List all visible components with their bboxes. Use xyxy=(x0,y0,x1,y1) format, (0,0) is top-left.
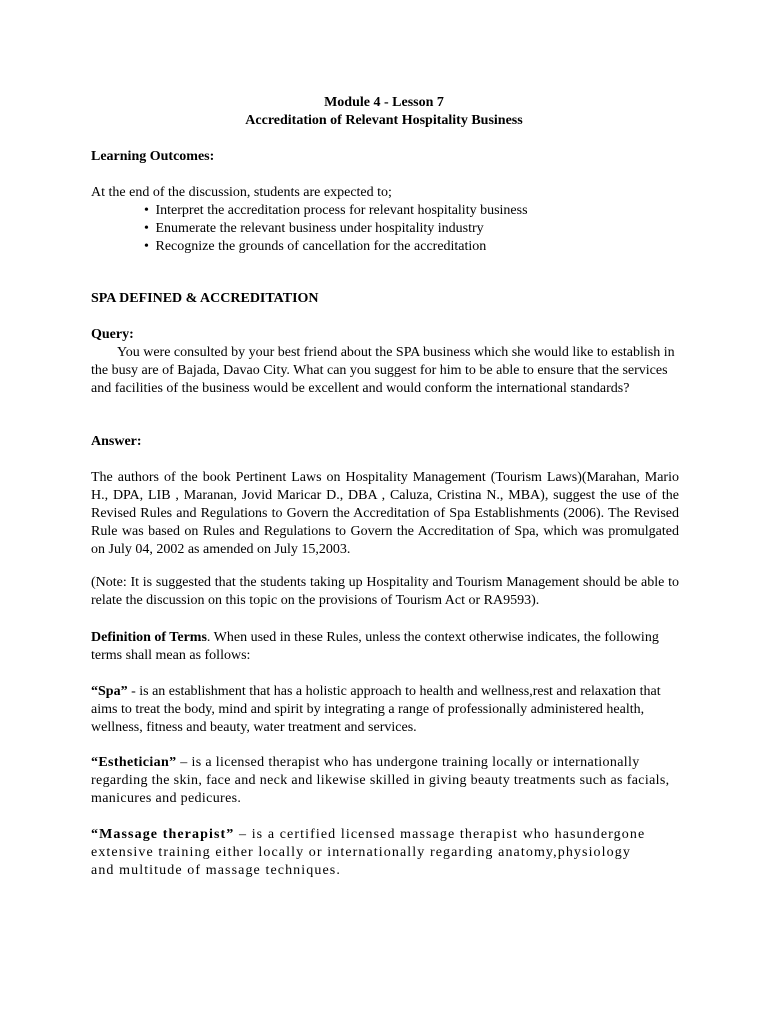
term-esthetician xyxy=(91,754,679,808)
list-item: • Recognize the grounds of cancellation for the accreditation xyxy=(144,239,487,254)
module-label: Module 4 - Lesson 7 xyxy=(324,95,444,110)
term-massage-therapist xyxy=(91,826,651,880)
answer-label: Answer: xyxy=(91,434,142,449)
term-definition: – is a licensed therapist who has undergone training locally or internationally regarding the skin, face and neck and likewise skilled in giving beauty treatments such as facials, manicures and pedicures. xyxy=(91,755,670,806)
query-label: Query: xyxy=(91,327,134,342)
term-name: “Spa” xyxy=(91,684,128,699)
list-item: • Interpret the accreditation process for relevant hospitality business xyxy=(144,203,528,218)
term-name: “Massage therapist” xyxy=(91,827,235,842)
query-text: You were consulted by your best friend about the SPA business which she would like to establish in the busy are of Bajada, Davao City. What can you suggest for him to be able to ensure that the services and facilities of the business would be excellent and would conform the international standards? xyxy=(91,345,675,396)
definitions-intro xyxy=(91,629,679,665)
note-text: (Note: It is suggested that the students taking up Hospitality and Tourism Management should be able to relate the discussion on this topic on the provisions of Tourism Act or RA9593). xyxy=(91,575,679,608)
term-name: “Esthetician” xyxy=(91,755,177,770)
definitions-label: Definition of Terms xyxy=(91,630,207,645)
lesson-title: Accreditation of Relevant Hospitality Business xyxy=(245,113,523,128)
term-definition: - is an establishment that has a holistic approach to health and wellness,rest and relaxation that aims to treat the body, mind and spirit by integrating a range of professionally administered health, wellness, fitness and beauty, water treatment and services. xyxy=(91,684,661,735)
learning-outcomes-heading: Learning Outcomes: xyxy=(91,149,215,164)
list-item: • Enumerate the relevant business under hospitality industry xyxy=(144,221,484,236)
bullet-icon: • xyxy=(144,221,149,236)
term-definition: – is a certified licensed massage therapist who hasundergone extensive training either locally or internationally regarding anatomy,physiology and multitude of massage techniques. xyxy=(91,827,646,878)
answer-text: The authors of the book Pertinent Laws on Hospitality Management (Tourism Laws)(Marahan, Mario H., DPA, LIB , Maranan, Jovid Maricar D., DBA , Caluza, Cristina N., MBA), suggest the use of the Revised Rules and Regulations to Govern the Accreditation of Spa Establishments (2006). The Revised Rule was based on Rules and Regulations to Govern the Accreditation of Spa, which was promulgated on July 04, 2002 as amended on July 15,2003. xyxy=(91,470,679,557)
section-heading: SPA DEFINED & ACCREDITATION xyxy=(91,291,319,306)
definitions-text: . When used in these Rules, unless the context otherwise indicates, the following terms shall mean as follows: xyxy=(91,630,659,663)
outcomes-list xyxy=(144,202,704,256)
bullet-icon: • xyxy=(144,203,149,218)
term-spa xyxy=(91,683,679,737)
bullet-icon: • xyxy=(144,239,149,254)
outcomes-intro: At the end of the discussion, students are expected to; xyxy=(91,185,392,200)
